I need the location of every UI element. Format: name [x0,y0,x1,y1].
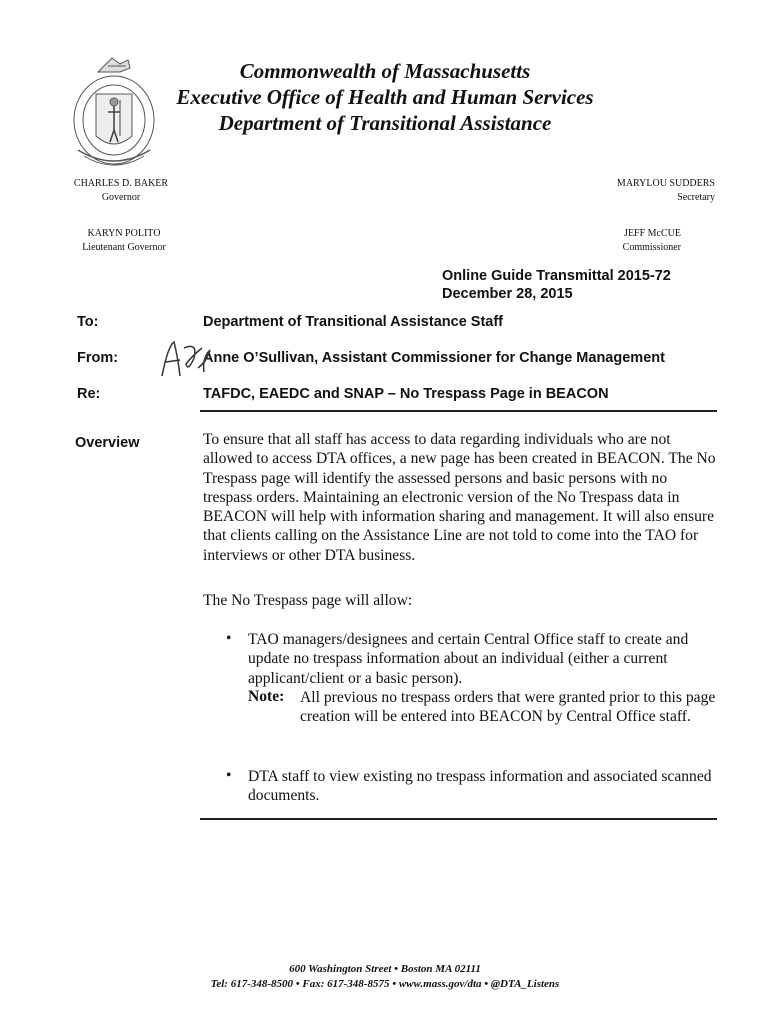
transmittal-meta [442,267,671,303]
re-label: Re: [77,386,101,402]
from-label: From: [77,350,119,366]
governor-block [58,177,184,205]
to-label: To: [77,314,99,330]
header-department: Department of Transitional Assistance [218,111,552,135]
from-value: Anne O’Sullivan, Assistant Commissioner for Change Management [203,350,665,366]
overview-label: Overview [75,435,140,451]
agency-header [0,58,770,136]
footer-contact: Tel: 617-348-8500 • Fax: 617-348-8575 • www.mass.gov/dta • @DTA_Listens [210,978,560,990]
divider-top [200,410,717,412]
secretary-name: MARYLOU SUDDERS [616,178,715,189]
footer-address: 600 Washington Street • Boston MA 02111 [289,963,481,975]
secretary-title: Secretary [677,192,715,203]
bullet-marker: • [226,767,232,784]
governor-name: CHARLES D. BAKER [73,178,169,189]
overview-paragraph: To ensure that all staff has access to data regarding individuals who are not allowed to access DTA offices, a new page has been created in BEACON. The No Trespass page will identify the assessed persons and basic persons with no trespass orders. Maintaining an electronic version of the No Trespass data in BEACON will help with information sharing and management. It will also ensure that clients calling on the Assistance Line are not told to come into the TAO for interviews or other DTA business. [203,431,716,564]
overview-intro: The No Trespass page will allow: [203,592,413,609]
commissioner-name: JEFF McCUE [624,228,681,239]
note-label: Note: [248,688,285,705]
bullet-marker: • [226,630,232,647]
to-value: Department of Transitional Assistance Staff [203,314,504,330]
bullet-item-view: DTA staff to view existing no trespass information and associated scanned documents. [248,768,712,805]
divider-bottom [200,818,717,820]
re-value: TAFDC, EAEDC and SNAP – No Trespass Page in BEACON [203,386,609,402]
header-commonwealth: Commonwealth of Massachusetts [239,59,531,83]
header-executive-office: Executive Office of Health and Human Services [176,85,594,109]
transmittal-date: December 28, 2015 [442,286,573,302]
commissioner-block [585,227,681,255]
note-text: All previous no trespass orders that were granted prior to this page creation will be entered into BEACON by Central Office staff. [300,689,716,726]
footer [0,962,770,992]
commissioner-title: Commissioner [622,242,681,253]
lt-governor-block [62,227,186,255]
bullet-item-create-update: TAO managers/designees and certain Central Office staff to create and update no trespass information about an individual (either a current applicant/client or a basic person). [248,631,689,687]
lt-governor-title: Lieutenant Governor [82,242,166,253]
secretary-block [585,177,715,205]
transmittal-number: Online Guide Transmittal 2015-72 [442,268,671,284]
lt-governor-name: KARYN POLITO [87,228,161,239]
signature-initials [158,338,214,382]
governor-title: Governor [101,192,141,203]
